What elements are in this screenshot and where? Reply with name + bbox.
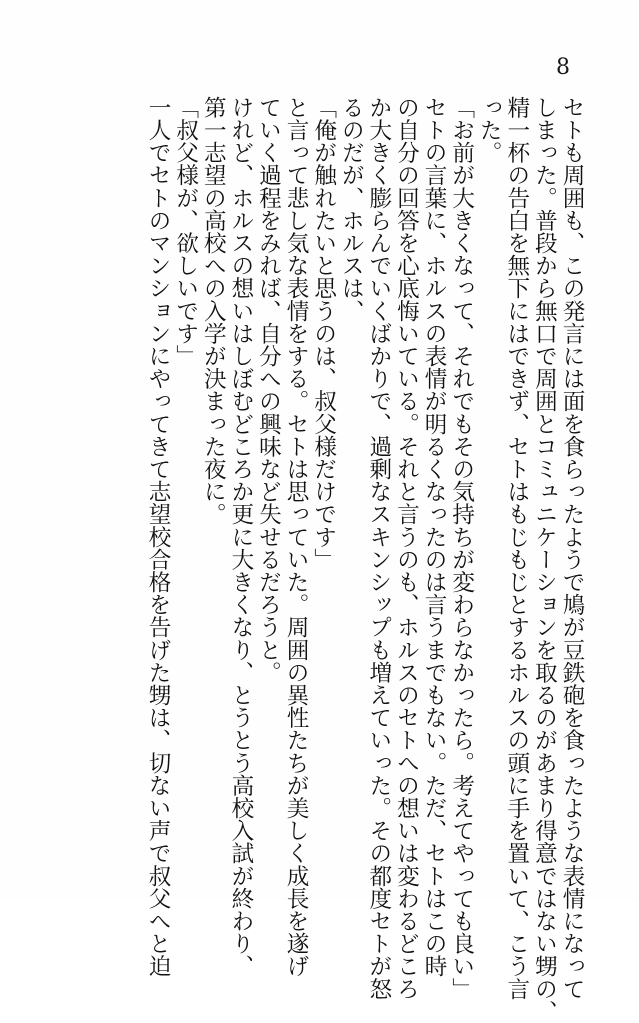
text-line: けれど、ホルスの想いはしぼむどころか更に大きくなり、とうとう高校入試が終わり、 xyxy=(227,96,254,978)
text-line: セトの言葉に、ホルスの表情が明るくなったのは言うまでもない。ただ、セトはこの時 xyxy=(421,96,448,978)
vertical-text-body xyxy=(145,96,585,1023)
text-line: と言って悲し気な表情をする。セトは思っていた。周囲の異性たちが美しく成長を遂げ xyxy=(283,96,310,978)
page-number: 8 xyxy=(556,55,570,80)
text-line: 「お前が大きくなって、それでもその気持ちが変わらなかったら。考えてやっても良い」 xyxy=(448,96,475,1000)
text-line: 精一杯の告白を無下にはできず、セトはもじもじとするホルスの頭に手を置いて、こう言 xyxy=(503,96,530,1000)
text-line: 第一志望の高校への入学が決まった夜に。 xyxy=(200,96,227,526)
text-line: 「俺が触れたいと思うのは、叔父様だけです」 xyxy=(310,96,337,571)
text-line: の自分の回答を心底悔いている。それと言うのも、ホルスのセトへの想いは変わるどころ xyxy=(393,96,420,1000)
text-line: か大きく膨らんでいくばかりで、過剰なスキンシップも増えていった。その都度セトが怒 xyxy=(365,96,392,1000)
text-line: ていく過程をみれば、自分への興味など失せるだろうと。 xyxy=(255,96,282,684)
text-line: 一人でセトのマンションにやってきて志望校合格を告げた甥は、切ない声で叔父へと迫 xyxy=(145,96,172,978)
text-line: セトも周囲も、この発言には面を食らったようで鳩が豆鉄砲を食ったような表情になって xyxy=(559,96,585,1000)
text-line: るのだが、ホルスは、 xyxy=(338,96,365,322)
text-line: 「叔父様が、欲しいです」 xyxy=(172,96,199,368)
text-line: しまった。普段から無口で周囲とコミュニケーションを取るのがあまり得意ではない甥の、 xyxy=(531,96,558,1023)
text-line: った。 xyxy=(476,96,503,164)
